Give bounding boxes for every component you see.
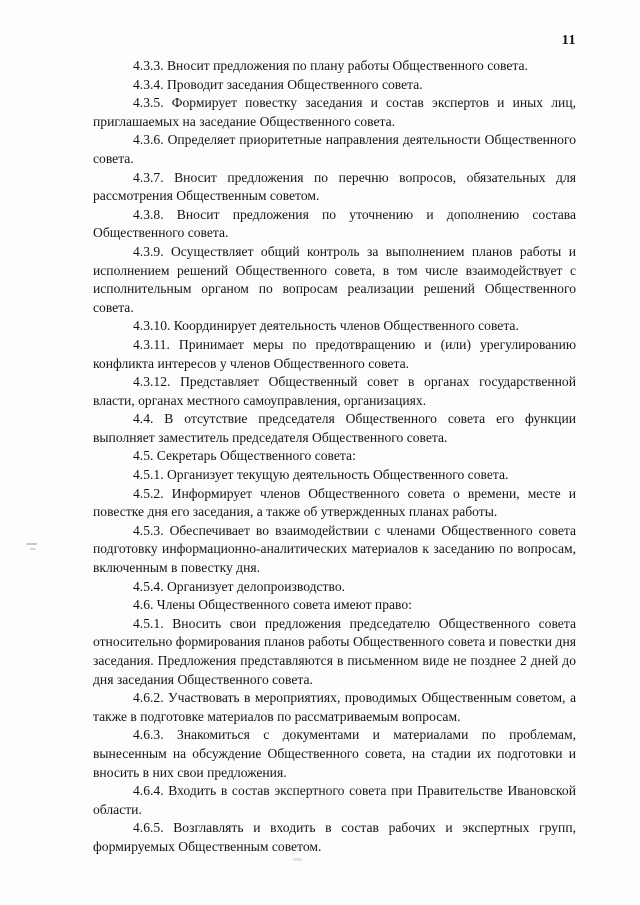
paragraph: 4.6.5. Возглавлять и входить в состав рабочих и экспертных групп, формируемых Общественным советом. bbox=[93, 820, 576, 854]
scan-artifact bbox=[30, 548, 36, 550]
paragraph: 4.5.1. Организует текущую деятельность Общественного совета. bbox=[133, 467, 509, 483]
paragraph: 4.5.2. Информирует членов Общественного совета о времени, месте и повестке дня его заседания, а также об утвержденных планах работы. bbox=[93, 485, 576, 520]
paragraph: 4.3.8. Вносит предложения по уточнению и дополнению состава Общественного совета. bbox=[93, 206, 576, 241]
page-number: 11 bbox=[561, 33, 576, 48]
document-body bbox=[93, 57, 576, 857]
paragraph: 4.6.3. Знакомиться с документами и материалами по проблемам, вынесенным на обсуждение Общественного совета, на стадии их подготовки и вносить в них свои предложения. bbox=[93, 727, 576, 780]
paragraph: 4.3.6. Определяет приоритетные направления деятельности Общественного совета. bbox=[93, 132, 576, 166]
paragraph: 4.3.10. Координирует деятельность членов Общественного совета. bbox=[133, 318, 519, 334]
paragraph: 4.3.9. Осуществляет общий контроль за выполнением планов работы и исполнением решений Общественного совета, в том числе взаимодействует с исполнительным органом по вопросам реализации решений Общественного совета. bbox=[93, 243, 576, 315]
paragraph: 4.3.3. Вносит предложения по плану работы Общественного совета. bbox=[133, 58, 528, 73]
scan-artifact bbox=[26, 543, 37, 545]
scan-artifact bbox=[293, 858, 302, 861]
paragraph: 4.6. Члены Общественного совета имеют право: bbox=[133, 597, 412, 613]
paragraph: 4.3.12. Представляет Общественный совет в органах государственной власти, органах местного самоуправления, организациях. bbox=[93, 374, 576, 408]
paragraph: 4.3.4. Проводит заседания Общественного совета. bbox=[133, 76, 423, 92]
paragraph: 4.3.11. Принимает меры по предотвращению и (или) урегулированию конфликта интересов у членов Общественного совета. bbox=[93, 336, 576, 371]
paragraph: 4.3.7. Вносит предложения по перечню вопросов, обязательных для рассмотрения Общественным советом. bbox=[93, 169, 576, 204]
paragraph: 4.5.3. Обеспечивает во взаимодействии с членами Общественного совета подготовку информационно-аналитических материалов к заседанию по вопросам, включенным в повестку дня. bbox=[93, 522, 576, 576]
paragraph: 4.5.4. Организует делопроизводство. bbox=[133, 578, 346, 594]
paragraph: 4.5.1. Вносить свои предложения председателю Общественного совета относительно формирования планов работы Общественного совета и повестки дня заседания. Предложения представляются в письменном виде не позднее 2 дней до дня заседания Общественного совета. bbox=[93, 615, 576, 687]
paragraph: 4.6.2. Участвовать в мероприятиях, проводимых Общественным советом, а также в подготовке материалов по рассматриваемым вопросам. bbox=[93, 690, 576, 724]
paragraph: 4.5. Секретарь Общественного совета: bbox=[133, 448, 356, 464]
paragraph: 4.3.5. Формирует повестку заседания и состав экспертов и иных лиц, приглашаемых на заседание Общественного совета. bbox=[93, 95, 576, 129]
paragraph: 4.4. В отсутствие председателя Общественного совета его функции выполняет заместитель председателя Общественного совета. bbox=[93, 411, 576, 445]
paragraph: 4.6.4. Входить в состав экспертного совета при Правительстве Ивановской области. bbox=[93, 783, 576, 817]
